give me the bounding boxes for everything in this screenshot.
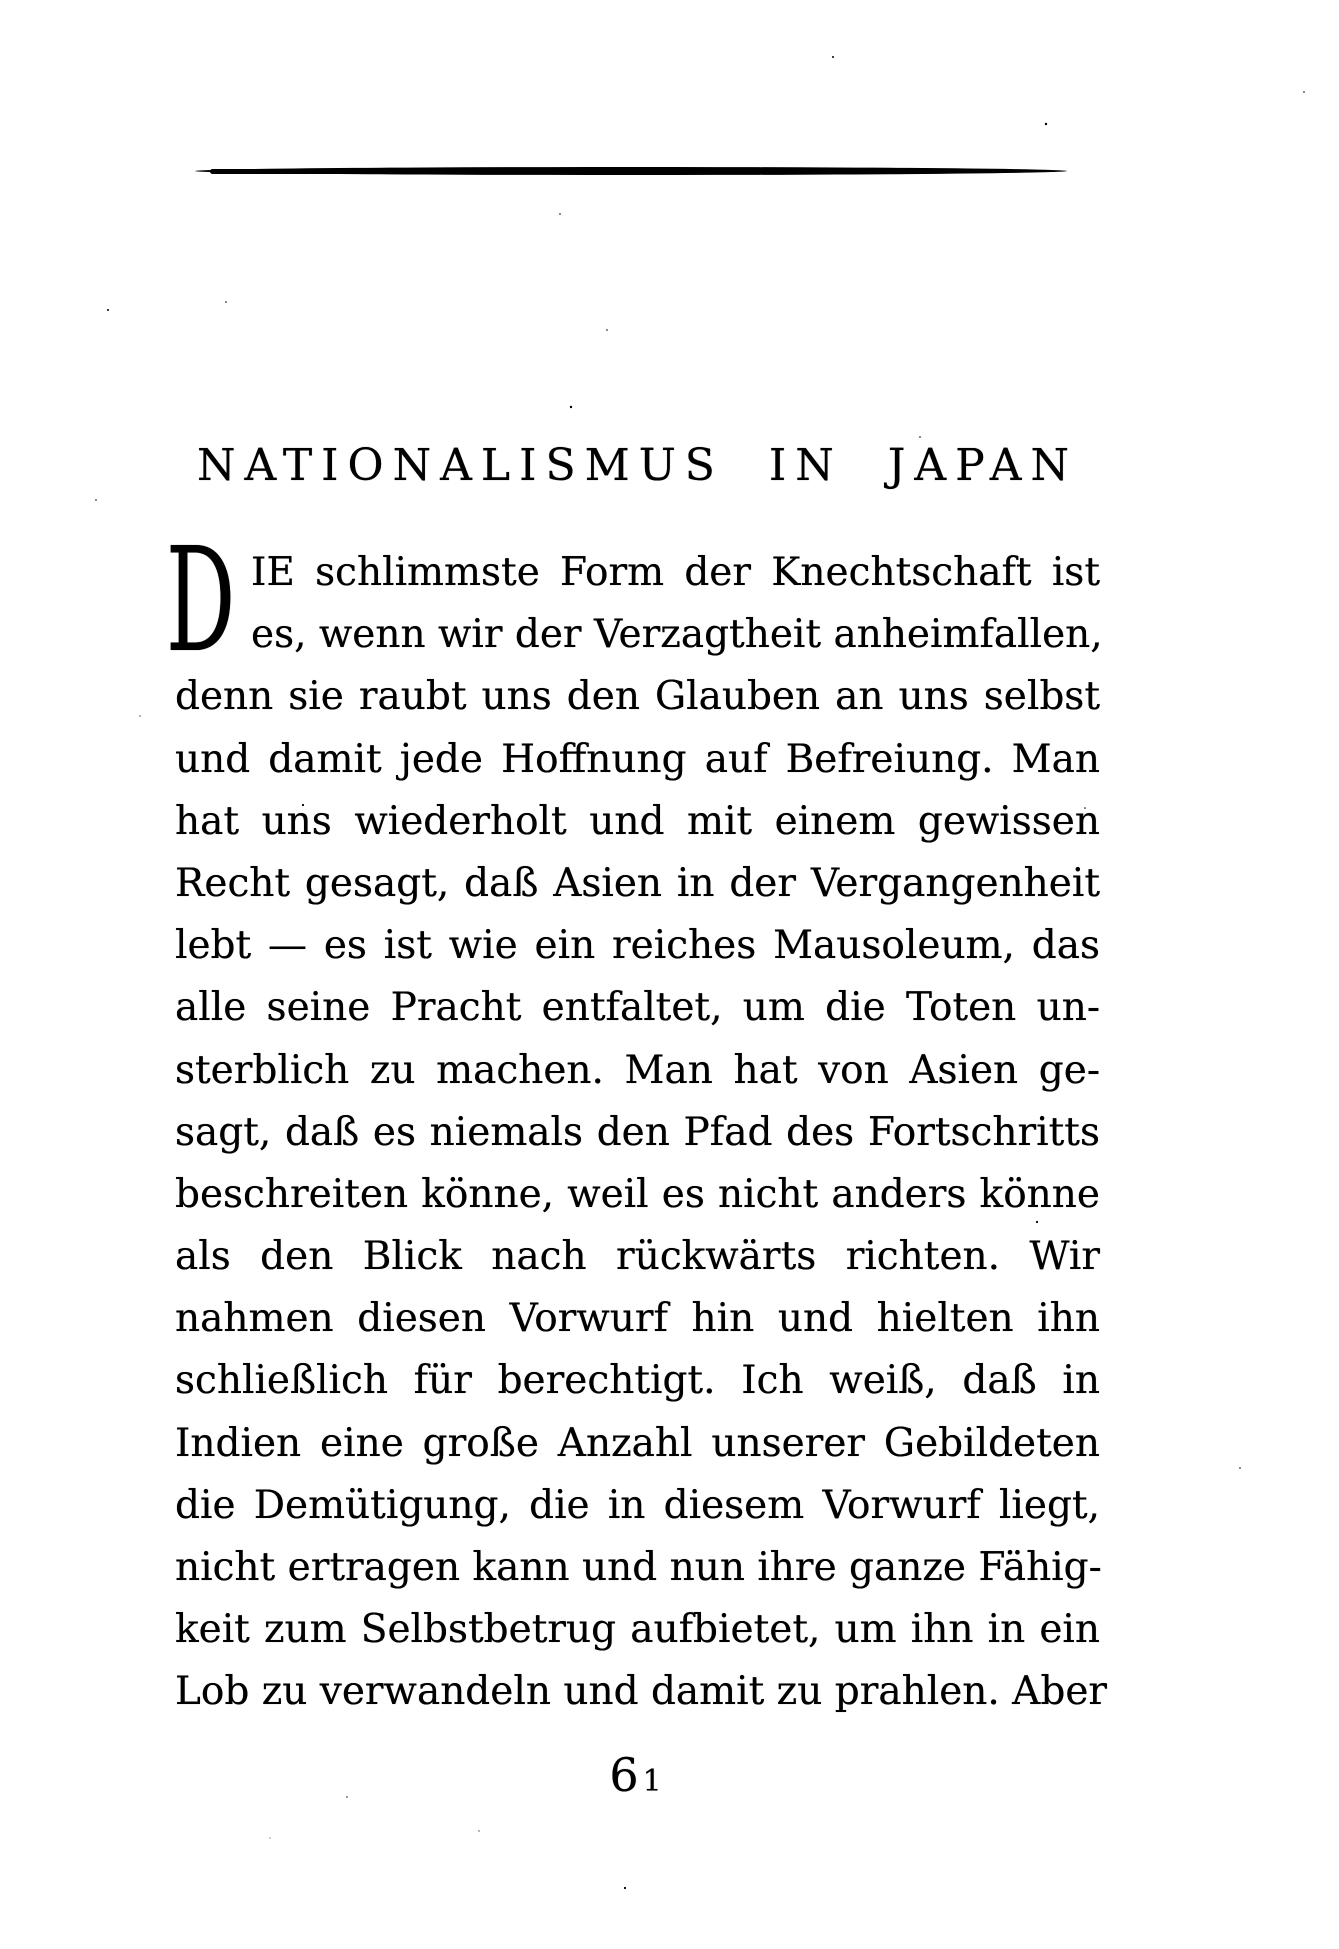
- text-line: die Demütigung, die in diesem Vorwurf liegt,: [175, 1482, 1100, 1528]
- text-line: und damit jede Hoffnung auf Befreiung. Man: [175, 736, 1100, 782]
- text-line: Indien eine große Anzahl unserer Gebildeten: [175, 1420, 1100, 1466]
- text-line: IE schlimmste Form der Knechtschaft ist: [251, 550, 1100, 595]
- text-line: beschreiten könne, weil es nicht anders könne: [175, 1171, 1100, 1217]
- header-rule-core: [210, 169, 850, 174]
- text-line: sterblich zu machen. Man hat von Asien ge-: [175, 1047, 1100, 1093]
- text-line: schließlich für berechtigt. Ich weiß, daß in: [175, 1358, 1100, 1404]
- scan-speck-noise: [0, 0, 4, 4]
- text-line: Lob zu verwandeln und damit zu prahlen. Aber: [175, 1669, 1108, 1715]
- text-line: als den Blick nach rückwärts richten. Wir: [175, 1234, 1100, 1280]
- text-line: lebt — es ist wie ein reiches Mausoleum, das: [175, 923, 1100, 969]
- text-line: sagt, daß es niemals den Pfad des Fortschritts: [175, 1109, 1100, 1155]
- text-line: nahmen diesen Vorwurf hin und hielten ihn: [175, 1296, 1100, 1342]
- text-line: hat uns wiederholt und mit einem gewissen: [175, 798, 1100, 844]
- text-line: es, wenn wir der Verzagtheit anheimfallen,: [251, 612, 1103, 658]
- drop-cap-letter: D: [166, 516, 236, 684]
- chapter-title: NATIONALISMUS IN JAPAN: [196, 440, 1079, 491]
- text-line: keit zum Selbstbetrug aufbietet, um ihn in ein: [175, 1607, 1100, 1653]
- page-number: 61: [609, 1748, 666, 1802]
- text-line: denn sie raubt uns den Glauben an uns selbst: [175, 674, 1100, 720]
- text-line: nicht ertragen kann und nun ihre ganze Fähig-: [175, 1545, 1102, 1590]
- text-line: alle seine Pracht entfaltet, um die Toten un-: [175, 985, 1100, 1031]
- body-text: [175, 542, 1108, 1724]
- text-line: Recht gesagt, daß Asien in der Vergangenheit: [175, 860, 1100, 906]
